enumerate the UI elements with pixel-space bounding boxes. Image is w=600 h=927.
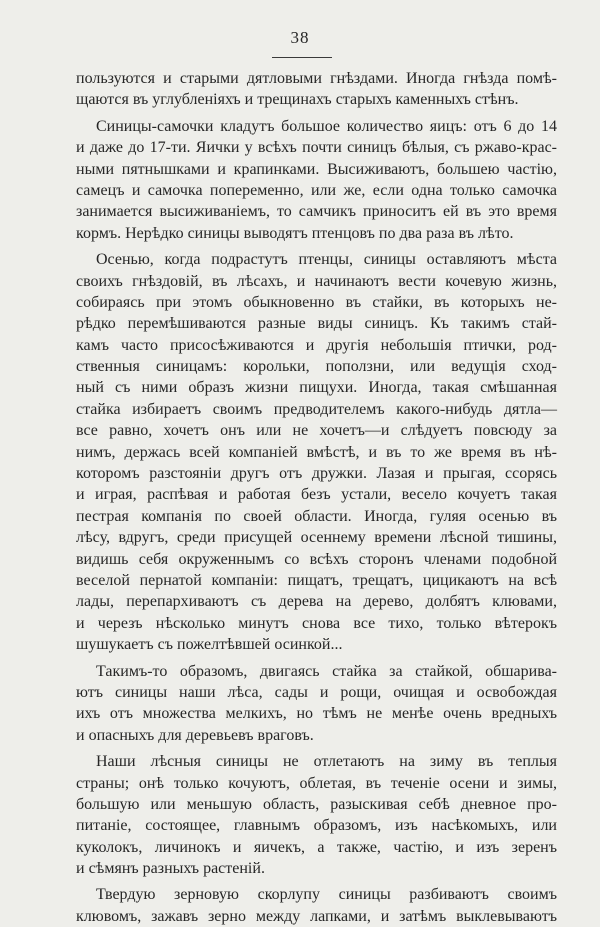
paragraph — [76, 884, 557, 927]
page-number: 38 — [290, 28, 310, 47]
text-line: которомъ разстояніи другъ отъ дружки. Лазая и прыгая, ссорясь — [76, 465, 557, 483]
body-text — [76, 68, 557, 927]
text-line: занимается высиживаніемъ, то самчикъ приноситъ ей въ это время — [76, 203, 557, 221]
text-line: щаются въ углубленіяхъ и трещинахъ старыхъ каменныхъ стѣнъ. — [76, 91, 519, 109]
text-line: Осенью, когда подрастутъ птенцы, синицы оставляютъ мѣста — [96, 251, 557, 269]
header-rule — [272, 57, 332, 58]
text-line: Твердую зерновую скорлупу синицы разбиваютъ своимъ — [96, 886, 557, 904]
text-line: Такимъ-то образомъ, двигаясь стайка за стайкой, обшарива- — [96, 662, 557, 680]
text-line: собираясь при этомъ обыкновенно въ стайки, въ которыхъ не- — [76, 293, 557, 311]
text-line: ихъ отъ множества мелкихъ, но тѣмъ не менѣе очень вредныхъ — [76, 705, 557, 723]
text-line: шушукаетъ съ пожелтѣвшей осинкой... — [76, 636, 343, 654]
text-line: ютъ синицы наши лѣса, сады и рощи, очищая и освобождая — [76, 683, 557, 701]
text-line: пользуются и старыми дятловыми гнѣздами. Иногда гнѣзда помѣ- — [76, 70, 557, 87]
text-line: ный съ ними образъ жизни пищухи. Иногда, такая смѣшанная — [76, 379, 557, 397]
paragraph — [76, 249, 557, 655]
text-line: ными пятнышками и крапинками. Высиживаютъ, большею частію, — [76, 160, 557, 178]
text-line: кормъ. Нерѣдко синицы выводятъ птенцовъ по два раза въ лѣто. — [76, 224, 514, 242]
text-line: Синицы-самочки кладутъ большое количество яицъ: отъ 6 до 14 — [96, 117, 557, 135]
text-line: ственныя синицамъ: корольки, поползни, или ведущія сход- — [76, 358, 557, 376]
text-line: лѣсу, вдругъ, среди присущей осеннему времени лѣсной тишины, — [76, 529, 557, 547]
text-line: и сѣмянъ разныхъ растеній. — [76, 860, 265, 878]
text-line: Наши лѣсныя синицы не отлетаютъ на зиму въ теплыя — [96, 753, 557, 771]
text-line: куколокъ, личинокъ и яичекъ, а также, частію, и изъ зеренъ — [76, 838, 557, 856]
text-line: клювомъ, зажавъ зерно между лапками, и затѣмъ выклевываютъ — [76, 907, 557, 925]
text-line: веселой пернатой компаніи: пищатъ, трещатъ, цицикаютъ на всѣ — [76, 571, 557, 589]
text-line: лады, перепархиваютъ съ дерева на дерево, долбятъ клювами, — [76, 593, 557, 611]
text-line: пестрая компанія по своей области. Иногда, гуляя осенью въ — [76, 507, 557, 525]
text-line: страны; онѣ только кочуютъ, облетая, въ теченіе осени и зимы, — [76, 774, 557, 792]
text-line: и черезъ нѣсколько минутъ снова все тихо, только вѣтерокъ — [76, 614, 557, 632]
text-line: своихъ гнѣздовій, въ лѣсахъ, и начинаютъ вести кочевую жизнь, — [76, 272, 557, 290]
text-line: большую или меньшую область, разыскивая себѣ дневное про- — [76, 795, 557, 813]
paragraph — [76, 751, 557, 879]
text-line: рѣдко перемѣшиваются разные виды синицъ. Къ такимъ стай- — [76, 315, 557, 333]
text-line: нимъ, держась всей компаніей вмѣстѣ, и въ то же время въ нѣ- — [76, 443, 557, 461]
text-line: все равно, хочетъ онъ или не хочетъ—и слѣдуетъ повсюду за — [76, 422, 557, 440]
text-line: видишь себя окруженнымъ со всѣхъ сторонъ членами подобной — [76, 550, 557, 568]
text-line: камъ часто присосѣживаются и другія небольшія птички, род- — [76, 336, 557, 354]
text-line: и даже до 17-ти. Яички у всѣхъ почти синицъ бѣлыя, съ ржаво-крас- — [76, 139, 557, 157]
paragraph — [76, 661, 557, 747]
text-line: стайка избираетъ своимъ предводителемъ какого-нибудь дятла— — [76, 400, 557, 418]
text-line: самецъ и самочка попеременно, или же, если одна только самочка — [76, 181, 557, 199]
paragraph — [76, 68, 557, 111]
paragraph — [76, 116, 557, 244]
text-line: и опасныхъ для деревьевъ враговъ. — [76, 726, 314, 744]
text-line: и играя, распѣвая и работая безъ устали, весело кочуетъ такая — [76, 486, 557, 504]
text-line: питаніе, состоящее, главнымъ образомъ, изъ насѣкомыхъ, или — [76, 817, 557, 835]
